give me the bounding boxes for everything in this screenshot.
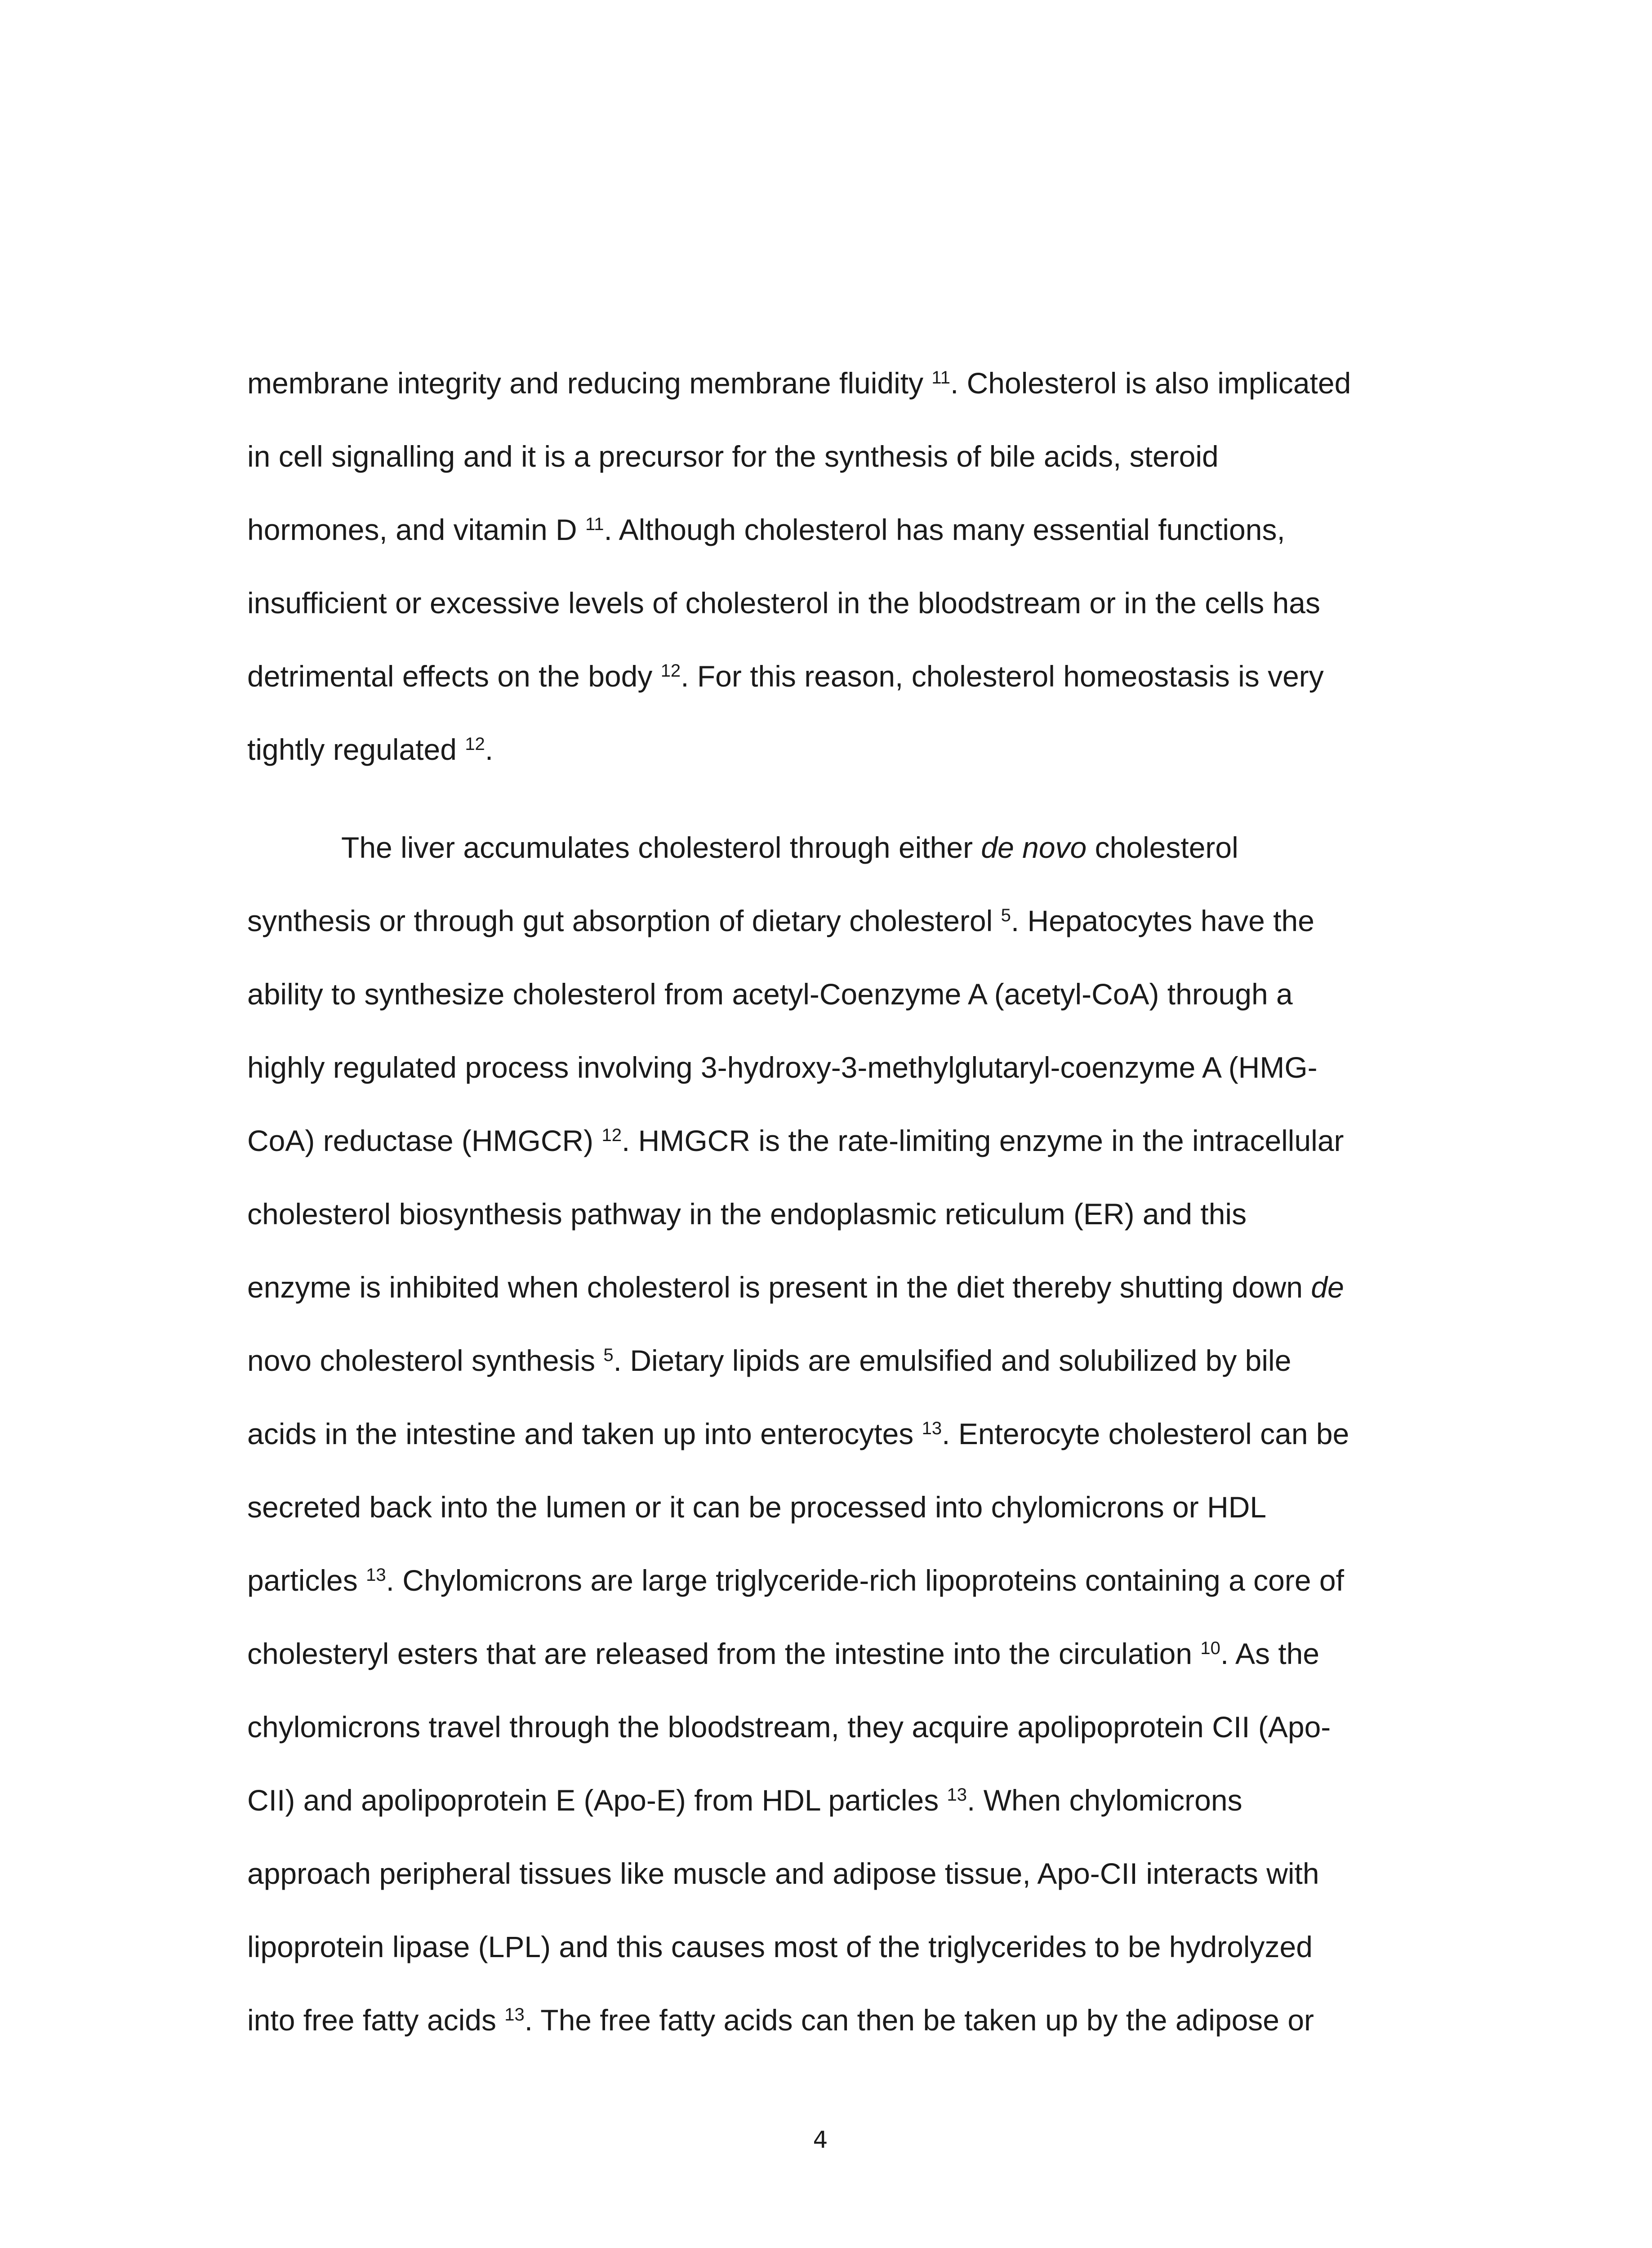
citation-ref: 13: [366, 1565, 386, 1585]
paragraph-2-line-5: CoA) reductase (HMGCR) $^{12}$. HMGCR is the rate-limiting enzyme in the intracellular: [247, 1124, 1344, 1157]
citation-ref: 5: [603, 1345, 614, 1365]
citation-ref: 5: [1001, 905, 1011, 925]
paragraph-2-line-4: highly regulated process involving 3-hydroxy-3-methylglutaryl-coenzyme A (HMG-: [247, 1051, 1318, 1084]
paragraph-2-line-9: acids in the intestine and taken up into enterocytes $^{13}$. Enterocyte cholesterol can be: [247, 1417, 1349, 1450]
paragraph-2-line-2: synthesis or through gut absorption of dietary cholesterol $^5$. Hepatocytes have the: [247, 904, 1314, 937]
paragraph-2-line-8: novo cholesterol synthesis $^5$. Dietary lipids are emulsified and solubilized by bile: [247, 1344, 1291, 1377]
citation-ref: 10: [1200, 1638, 1220, 1658]
emphasis-text: de: [1311, 1271, 1344, 1304]
paragraph-1-line-6: tightly regulated $^{12}$.: [247, 733, 494, 766]
citation-ref: 13: [922, 1418, 942, 1438]
page-number: 4: [813, 2127, 828, 2154]
paragraph-1-line-1: membrane integrity and reducing membrane fluidity $^{11}$. Cholesterol is also implicated: [247, 366, 1351, 400]
citation-ref: 13: [504, 2005, 525, 2025]
paragraph-2-line-11: particles $^{13}$. Chylomicrons are large triglyceride-rich lipoproteins containing a core of: [247, 1564, 1344, 1597]
paragraph-2-line-12: cholesteryl esters that are released from the intestine into the circulation $^{10}$. As the: [247, 1637, 1320, 1670]
paragraph-2-line-13: chylomicrons travel through the bloodstream, they acquire apolipoprotein CII (Apo-: [247, 1710, 1331, 1744]
paragraph-2-line-10: secreted back into the lumen or it can be processed into chylomicrons or HDL: [247, 1490, 1267, 1524]
paragraph-2-line-1: The liver accumulates cholesterol through either de novo cholesterol: [341, 831, 1238, 864]
citation-ref: 11: [585, 514, 604, 534]
paragraph-2-line-15: approach peripheral tissues like muscle and adipose tissue, Apo-CII interacts with: [247, 1857, 1319, 1890]
paragraph-2-line-3: ability to synthesize cholesterol from acetyl-Coenzyme A (acetyl-CoA) through a: [247, 977, 1293, 1011]
paragraph-1-line-2: in cell signalling and it is a precursor for the synthesis of bile acids, steroid: [247, 440, 1219, 473]
paragraph-1-line-4: insufficient or excessive levels of cholesterol in the bloodstream or in the cells has: [247, 586, 1320, 620]
paragraph-2-line-6: cholesterol biosynthesis pathway in the endoplasmic reticulum (ER) and this: [247, 1197, 1247, 1231]
emphasis-text: de novo: [981, 831, 1087, 864]
citation-ref: 13: [947, 1785, 967, 1805]
citation-ref: 12: [601, 1125, 622, 1145]
paragraph-1-line-5: detrimental effects on the body $^{12}$. For this reason, cholesterol homeostasis is very: [247, 660, 1324, 693]
paragraph-2-line-16: lipoprotein lipase (LPL) and this causes most of the triglycerides to be hydrolyzed: [247, 1930, 1313, 1963]
paragraph-2-line-17: into free fatty acids $^{13}$. The free fatty acids can then be taken up by the adipose or: [247, 2003, 1314, 2037]
paragraph-2-line-7: enzyme is inhibited when cholesterol is present in the diet thereby shutting down de: [247, 1271, 1344, 1304]
citation-ref: 11: [931, 368, 950, 388]
citation-ref: 12: [660, 661, 681, 681]
citation-ref: 12: [465, 734, 485, 754]
paragraph-2-line-14: CII) and apolipoprotein E (Apo-E) from HDL particles $^{13}$. When chylomicrons: [247, 1784, 1242, 1817]
paragraph-1-line-3: hormones, and vitamin D $^{11}$. Although cholesterol has many essential functions,: [247, 513, 1285, 546]
